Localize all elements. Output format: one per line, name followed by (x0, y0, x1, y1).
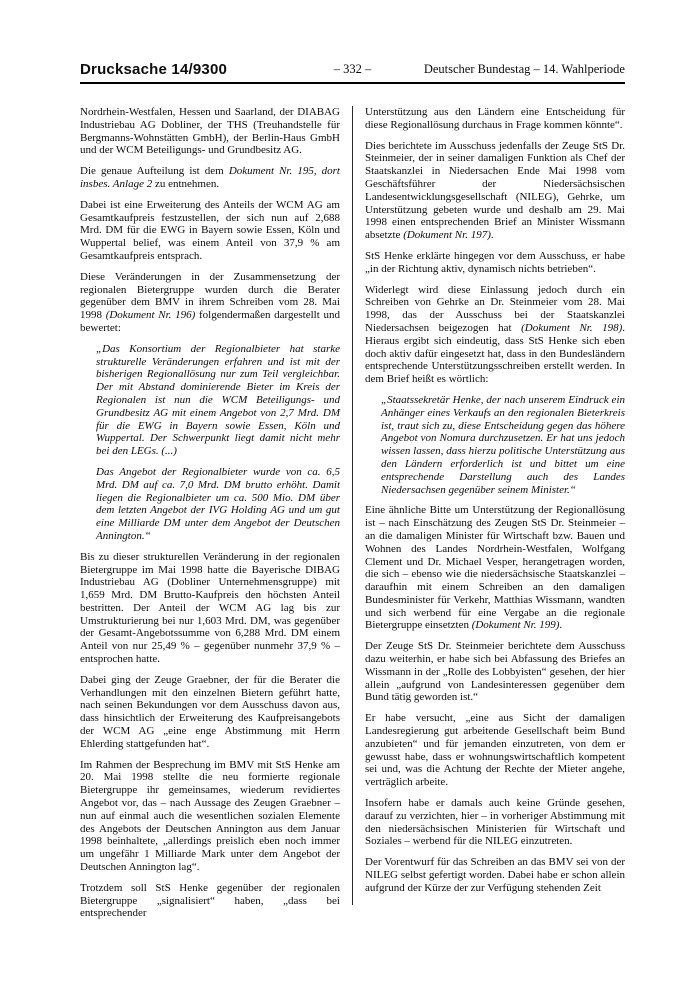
text-run: Dabei ging der Zeuge Graebner, der für die Berater die Verhandlungen mit den einzelnen Bietern geführt hatte, nach seinen Bekundungen vor dem Ausschuss davon aus, dass hinsichtlich der Erweiterung des Kaufpreisangebots der WCM AG „eine enge Abstimmung mit Herrn Ehlerding stattgefunden hat“. (80, 673, 340, 750)
body-paragraph (80, 759, 340, 874)
text-run: „Staatssekretär Henke, der nach unserem Eindruck ein Anhänger eines Verkaufs an den regionalen Bieterkreis ist, traut sich zu, diese Entscheidung gegen das höhere Angebot von Nomura durchzusetzen. Er hat uns jedoch wissen lassen, dass hierzu politische Unterstützung aus den Ländern erforderlich ist und bittet um eine entsprechende Darstellung auch des Landes Niedersachsen gegenüber seinem Minister.“ (381, 393, 625, 496)
body-paragraph (365, 712, 625, 789)
text-run: Dies berichtete im Ausschuss jedenfalls der Zeuge StS Dr. Steinmeier, der in seiner damaligen Funktion als Chef der Staatskanzlei in Niedersachen Ende Mai 1998 vom Geschäftsführer der Niedersächsischen Landesentwicklungsgesellschaft (NILEG), Gehrke, um Unterstützung gebeten wurde und deshalb am 29. Mai 1998 einen entsprechenden Brief an Minister Wissmann absetzte (365, 139, 625, 242)
document-id: Drucksache 14/9300 (80, 61, 228, 78)
body-paragraph (365, 797, 625, 848)
text-run: Der Vorentwurf für das Schreiben an das BMV sei von der NILEG selbst gefertigt worden. Dabei habe er schon allein aufgrund der Kürze der zur Verfügung stehenden Zeit (365, 856, 625, 894)
text-run: StS Henke erklärte hingegen vor dem Ausschuss, er habe „in der Richtung aktiv, dynamisch nichts betrieben“. (365, 249, 625, 275)
body-paragraph (365, 504, 625, 632)
left-column (80, 106, 340, 928)
text-run: . Hieraus ergibt sich eindeutig, dass StS Henke sich eben doch aktiv dafür eingesetzt hat, dass in den Bundesländern entsprechende Unterstützungsschreiben erstellt werden. In dem Brief heißt es wörtlich: (365, 321, 625, 386)
text-run: Dokument Nr. 195, dort insbes. Anlage 2 (80, 165, 340, 190)
text-run: (Dokument Nr. 197) (403, 229, 491, 242)
text-run: Das Angebot der Regionalbieter wurde von ca. 6,5 Mrd. DM auf ca. 7,0 Mrd. DM brutto erhöht. Damit liegen die Regionalbieter um ca. 500 Mio. DM über dem letzten Angebot der IVG Holding AG und um gut eine Milliarde DM unter dem Angebot der Deutschen Annington.“ (96, 465, 340, 542)
quote-paragraph (96, 343, 340, 458)
body-paragraph (365, 856, 625, 894)
quote-paragraph (381, 394, 625, 496)
text-run: (Dokument Nr. 196) (105, 309, 196, 322)
body-paragraph (365, 284, 625, 386)
body-paragraph (365, 640, 625, 704)
body-paragraph (80, 165, 340, 191)
text-run: Dabei ist eine Erweiterung des Anteils der WCM AG am Gesamtkaufpreis festzustellen, der sich nun auf 2,688 Mrd. DM für die EWG in Bayern sowie Essen, Köln und Wuppertal belief, was einem Anteil von 37,9 % am Gesamtkaufpreis entsprach. (80, 198, 340, 262)
text-run: Bis zu dieser strukturellen Veränderung in der regionalen Bietergruppe im Mai 1998 hatte die Bayerische DIBAG Industriebau AG (Dobliner Unternehmensgruppe) mit 1,659 Mrd. DM Brutto-Kaufpreis den höchsten Anteil bestritten. Der Anteil der WCM AG lag bis zur Umstrukturierung bei nur 1,603 Mrd. DM, was gegenüber der Gesamt-Angebotssumme von 6,288 Mrd. DM einem Anteil von nur 25,49 % – gegenüber nunmehr 37,9 % – entsprochen hatte. (80, 550, 340, 666)
text-run: Unterstützung aus den Ländern eine Entscheidung für diese Regionallösung durchaus in Frage kommen könnte“. (365, 106, 625, 131)
right-column (365, 106, 625, 928)
text-run: Widerlegt wird diese Einlassung jedoch durch ein Schreiben von Gehrke an Dr. Steinmeier vom 28. Mai 1998, das der Ausschuss bei der Staatskanzlei Niedersachsen beigezogen hat (365, 283, 625, 334)
text-run: . (490, 229, 494, 242)
text-run: Insofern habe er damals auch keine Gründe gesehen, darauf zu verzichten, hier – in vorheriger Abstimmung mit den niedersächsischen Ministerien für Wirtschaft und Soziales – werbend für die NILEG einzutreten. (365, 797, 625, 848)
page-number: – 332 – (333, 62, 372, 76)
text-run: Diese Veränderungen in der Zusammensetzung der regionalen Bietergruppe wurden durch die Berater gegenüber dem BMV in ihrem Schreiben vom 28. Mai 1998 (80, 270, 340, 322)
text-run: Trotzdem soll StS Henke gegenüber der regionalen Bietergruppe „signalisiert“ haben, „dass bei entsprechender (80, 881, 340, 920)
text-run: (Dokument Nr. 199) (471, 619, 560, 632)
text-run: Er habe versucht, „eine aus Sicht der damaligen Landesregierung gut arbeitende Gesellschaft beim Bund anzubieten“ und für jemanden einzutreten, von dem er gewusst habe, dass er wohnungswirtschaftlich kompetent sei und, was die Achtung der Rechte der Mieter angehe, verträglich arbeite. (365, 712, 625, 789)
text-run: folgendermaßen dargestellt und bewertet: (80, 309, 340, 334)
column-divider (352, 106, 353, 905)
body-paragraph (80, 106, 340, 157)
quote-paragraph (96, 466, 340, 543)
text-run: Im Rahmen der Besprechung im BMV mit StS Henke am 20. Mai 1998 stellte die neu formierte regionale Bietergruppe ihr gemeinsames, wiederum revidiertes Angebot vor, das – nach Aussage des Zeugen Graebner – nun auf einmal auch die wesentlichen sozialen Elemente des Angebots der Deutschen Annington aus dem Januar 1998 beinhaltete, „allerdings preislich eben noch immer um ungefähr 1 Milliarde Mark unter dem Angebot der Deutschen Annington lag“. (80, 758, 340, 874)
text-run: Der Zeuge StS Dr. Steinmeier berichtete dem Ausschuss dazu weiterhin, er habe sich bei Abfassung des Briefes an Wissmann in der „Rolle des Lobbyisten“ gesehen, der hier allein „aufgrund von Landesinteressen gegenüber dem Bund tätig geworden ist.“ (365, 640, 625, 704)
body-paragraph (80, 674, 340, 751)
legislature-label: Deutscher Bundestag – 14. Wahlperiode (423, 62, 625, 76)
text-run: Die genaue Aufteilung ist dem (80, 165, 229, 178)
body-paragraph (80, 551, 340, 666)
header-rule (80, 82, 625, 84)
text-run: „Das Konsortium der Regionalbieter hat starke strukturelle Veränderungen erfahren und ist mit der bisherigen Regionallösung nur zum Teil vergleichbar. Der mit Abstand dominierende Bieter im Kreis der Regionalen ist nun die WCM Beteiligungs- und Grundbesitz AG mit einem Angebot von 2,7 Mrd. DM für die EWG in Bayern sowie Essen, Köln und Wuppertal. Der Schwerpunkt liegt damit nicht mehr bei den LEGs. (...) (96, 342, 340, 458)
body-paragraph (365, 106, 625, 132)
page-header (80, 60, 625, 78)
body-paragraph (365, 250, 625, 276)
text-run: (Dokument Nr. 198) (521, 321, 623, 334)
text-run: zu entnehmen. (152, 177, 220, 190)
body-paragraph (365, 140, 625, 242)
body-paragraph (80, 199, 340, 263)
body-paragraph (80, 271, 340, 335)
text-run: . (559, 619, 563, 632)
body-paragraph (80, 882, 340, 920)
text-run: Nordrhein-Westfalen, Hessen und Saarland, der DIABAG Industriebau AG Dobliner, der THS (Treuhandstelle für Bergmanns-Wohnstätten GmbH), der Berlin-Haus GmbH und der WCM Beteiligungs- und Grundbesitz AG. (80, 106, 340, 157)
text-run: Eine ähnliche Bitte um Unterstützung der Regionallösung ist – nach Einschätzung des Zeugen StS Dr. Steinmeier – an die damaligen Minister für Wirtschaft bzw. Bauen und Wohnen des Landes Nordrhein-Westfalen, Wolfgang Clement und Dr. Michael Vesper, herangetragen worden, die sich – ebenso wie die niedersächsische Staatskanzlei – daraufhin mit einem Schreiben an den damaligen Bundesminister für Verkehr, Matthias Wissmann, wandten und sich werbend für eine Vergabe an die regionale Bietergruppe einsetzten (365, 504, 625, 632)
